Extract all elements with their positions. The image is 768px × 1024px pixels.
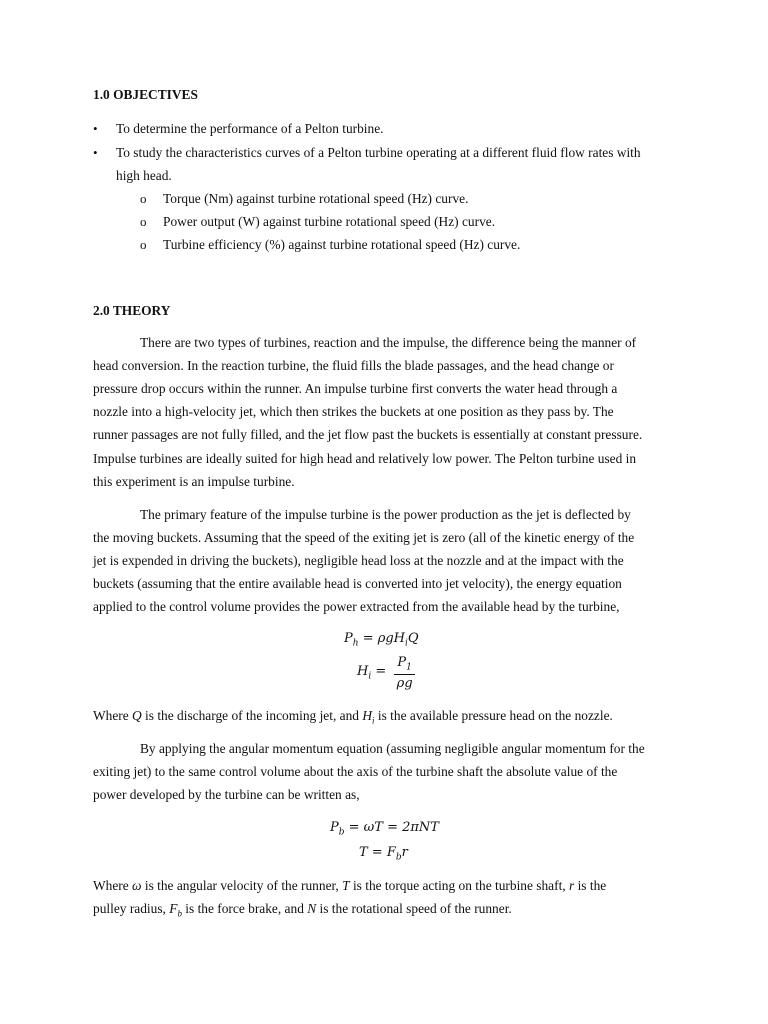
paragraph-line: exiting jet) to the same control volume about the axis of the turbine shaft the absolute value of the [93,764,618,779]
paragraph-line: applied to the control volume provides the power extracted from the available head by the turbine, [93,599,620,614]
paragraph-line: The primary feature of the impulse turbine is the power production as the jet is deflected by [140,507,631,522]
paragraph-line: buckets (assuming that the entire available head is converted into jet velocity), the energy equation [93,576,622,591]
where-line: pulley radius, $F_b$ is the force brake, and N is the rotational speed of the runner. [93,901,512,919]
paragraph-line: nozzle into a high-velocity jet, which then strikes the buckets at one position as they pass by. The [93,404,614,419]
circle-bullet-icon: o [140,214,147,229]
paragraph-line: By applying the angular momentum equation (assuming negligible angular momentum for the [140,741,645,756]
fraction: $\frac{P_1}{\rho g}$ [394,655,414,691]
paragraph-line: runner passages are not fully filled, and the jet flow past the buckets is essentially at constant pressure. [93,427,643,442]
paragraph-line: There are two types of turbines, reaction and the impulse, the difference being the manner of [140,335,637,350]
paragraph-line: the moving buckets. Assuming that the speed of the exiting jet is zero (all of the kinetic energy of the [93,530,635,545]
bullet-icon: • [93,145,98,160]
where-line: Where Q is the discharge of the incoming jet, and $H_i$ is the available pressure head on the nozzle. [93,708,613,726]
objectives-heading: 1.0 OBJECTIVES [93,87,198,102]
paragraph-line: power developed by the turbine can be written as, [93,787,360,802]
where-line: Where ω is the angular velocity of the runner, T is the torque acting on the turbine shaft, r is the [93,878,607,893]
paragraph-line: head conversion. In the reaction turbine, the fluid fills the blade passages, and the head change or [93,358,614,373]
paragraph-line: pressure drop occurs within the runner. An impulse turbine first converts the water head through a [93,381,618,396]
equation-hydraulic-power: $P_h = \rho gH_iQ$ [344,631,419,649]
theory-heading: 2.0 THEORY [93,303,171,318]
equation-brake-power: $P_b = \omega T = 2\pi NT$ [330,820,439,838]
circle-bullet-icon: o [140,237,147,252]
objective-item-continued: high head. [116,168,172,183]
equation-head: $H_i$ = $\frac{P_1}{\rho g}$ [357,655,415,691]
paragraph-line: Impulse turbines are ideally suited for high head and relatively low power. The Pelton turbine used in [93,451,637,466]
paragraph-line: this experiment is an impulse turbine. [93,474,295,489]
circle-bullet-icon: o [140,191,147,206]
paragraph-line: jet is expended in driving the buckets), negligible head loss at the nozzle and at the impact with the [93,553,624,568]
sub-objective-item: Torque (Nm) against turbine rotational speed (Hz) curve. [163,191,469,206]
equation-torque: $T = F_br$ [359,845,408,863]
bullet-icon: • [93,121,98,136]
sub-objective-item: Power output (W) against turbine rotational speed (Hz) curve. [163,214,496,229]
objective-item: To determine the performance of a Pelton turbine. [116,121,384,136]
objective-item: To study the characteristics curves of a Pelton turbine operating at a different fluid flow rates with [116,145,641,160]
sub-objective-item: Turbine efficiency (%) against turbine rotational speed (Hz) curve. [163,237,521,252]
